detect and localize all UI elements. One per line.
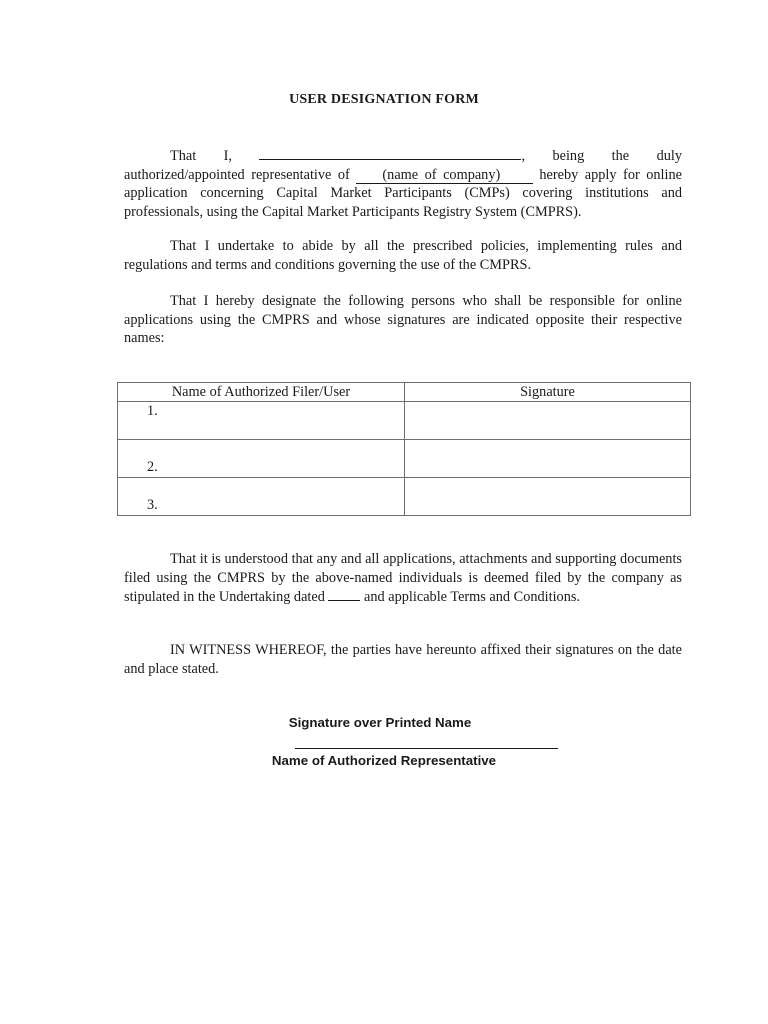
p1-after-blank: , being the duly authorized/appointed representative of [124,148,682,183]
row-number: 3. [147,497,158,513]
filer-name-cell-2[interactable] [118,440,405,478]
paragraph-designation [124,292,682,348]
company-name-blank[interactable] [356,167,533,184]
paragraph-application [124,146,682,221]
p1-rest: hereby apply for online application concerning Capital Market Participants (CMPs) covering institutions and professionals, using the Capital Market Participants Registry System (CMPRS). [124,166,682,220]
row-number: 1. [147,403,158,419]
p3-text: That I hereby designate the following persons who shall be responsible for online applications using the CMPRS and whose signatures are indicated opposite their respective names: [124,293,682,347]
p5-text: IN WITNESS WHEREOF, the parties have hereunto affixed their signatures on the date and place stated. [124,642,682,677]
representative-name-blank[interactable] [259,146,521,160]
p4-rest: and applicable Terms and Conditions. [360,589,580,606]
signature-cell-3[interactable] [405,478,691,516]
form-title: USER DESIGNATION FORM [289,92,479,107]
header-signature: Signature [405,383,691,402]
paragraph-understanding [124,550,682,607]
representative-name-label: Name of Authorized Representative [271,753,497,768]
filer-name-cell-3[interactable] [118,478,405,516]
company-name-placeholder: (name of company) [382,166,501,183]
p2-text: That I undertake to abide by all the prescribed policies, implementing rules and regulations and terms and conditions governing the use of the CMPRS. [124,238,682,273]
paragraph-undertaking [124,237,682,274]
signature-cell-1[interactable] [405,402,691,440]
header-name: Name of Authorized Filer/User [118,383,405,402]
table-row [118,402,691,440]
row-number: 2. [147,459,158,475]
signature-cell-2[interactable] [405,440,691,478]
p4-start: That it is understood that any and all applications, attachments and supporting documents filed using the CMPRS by the above-named individuals is deemed filed by the company as stipulated in the Undertaking dated [124,551,682,606]
undertaking-date-blank[interactable] [328,587,360,601]
paragraph-witness [124,641,682,678]
table-row [118,440,691,478]
table-header-row [118,383,691,402]
signature-line[interactable] [295,748,558,749]
designees-table [117,382,691,516]
signature-label: Signature over Printed Name [288,715,472,730]
filer-name-cell-1[interactable] [118,402,405,440]
table-row [118,478,691,516]
p1-start: That I, [170,148,260,164]
